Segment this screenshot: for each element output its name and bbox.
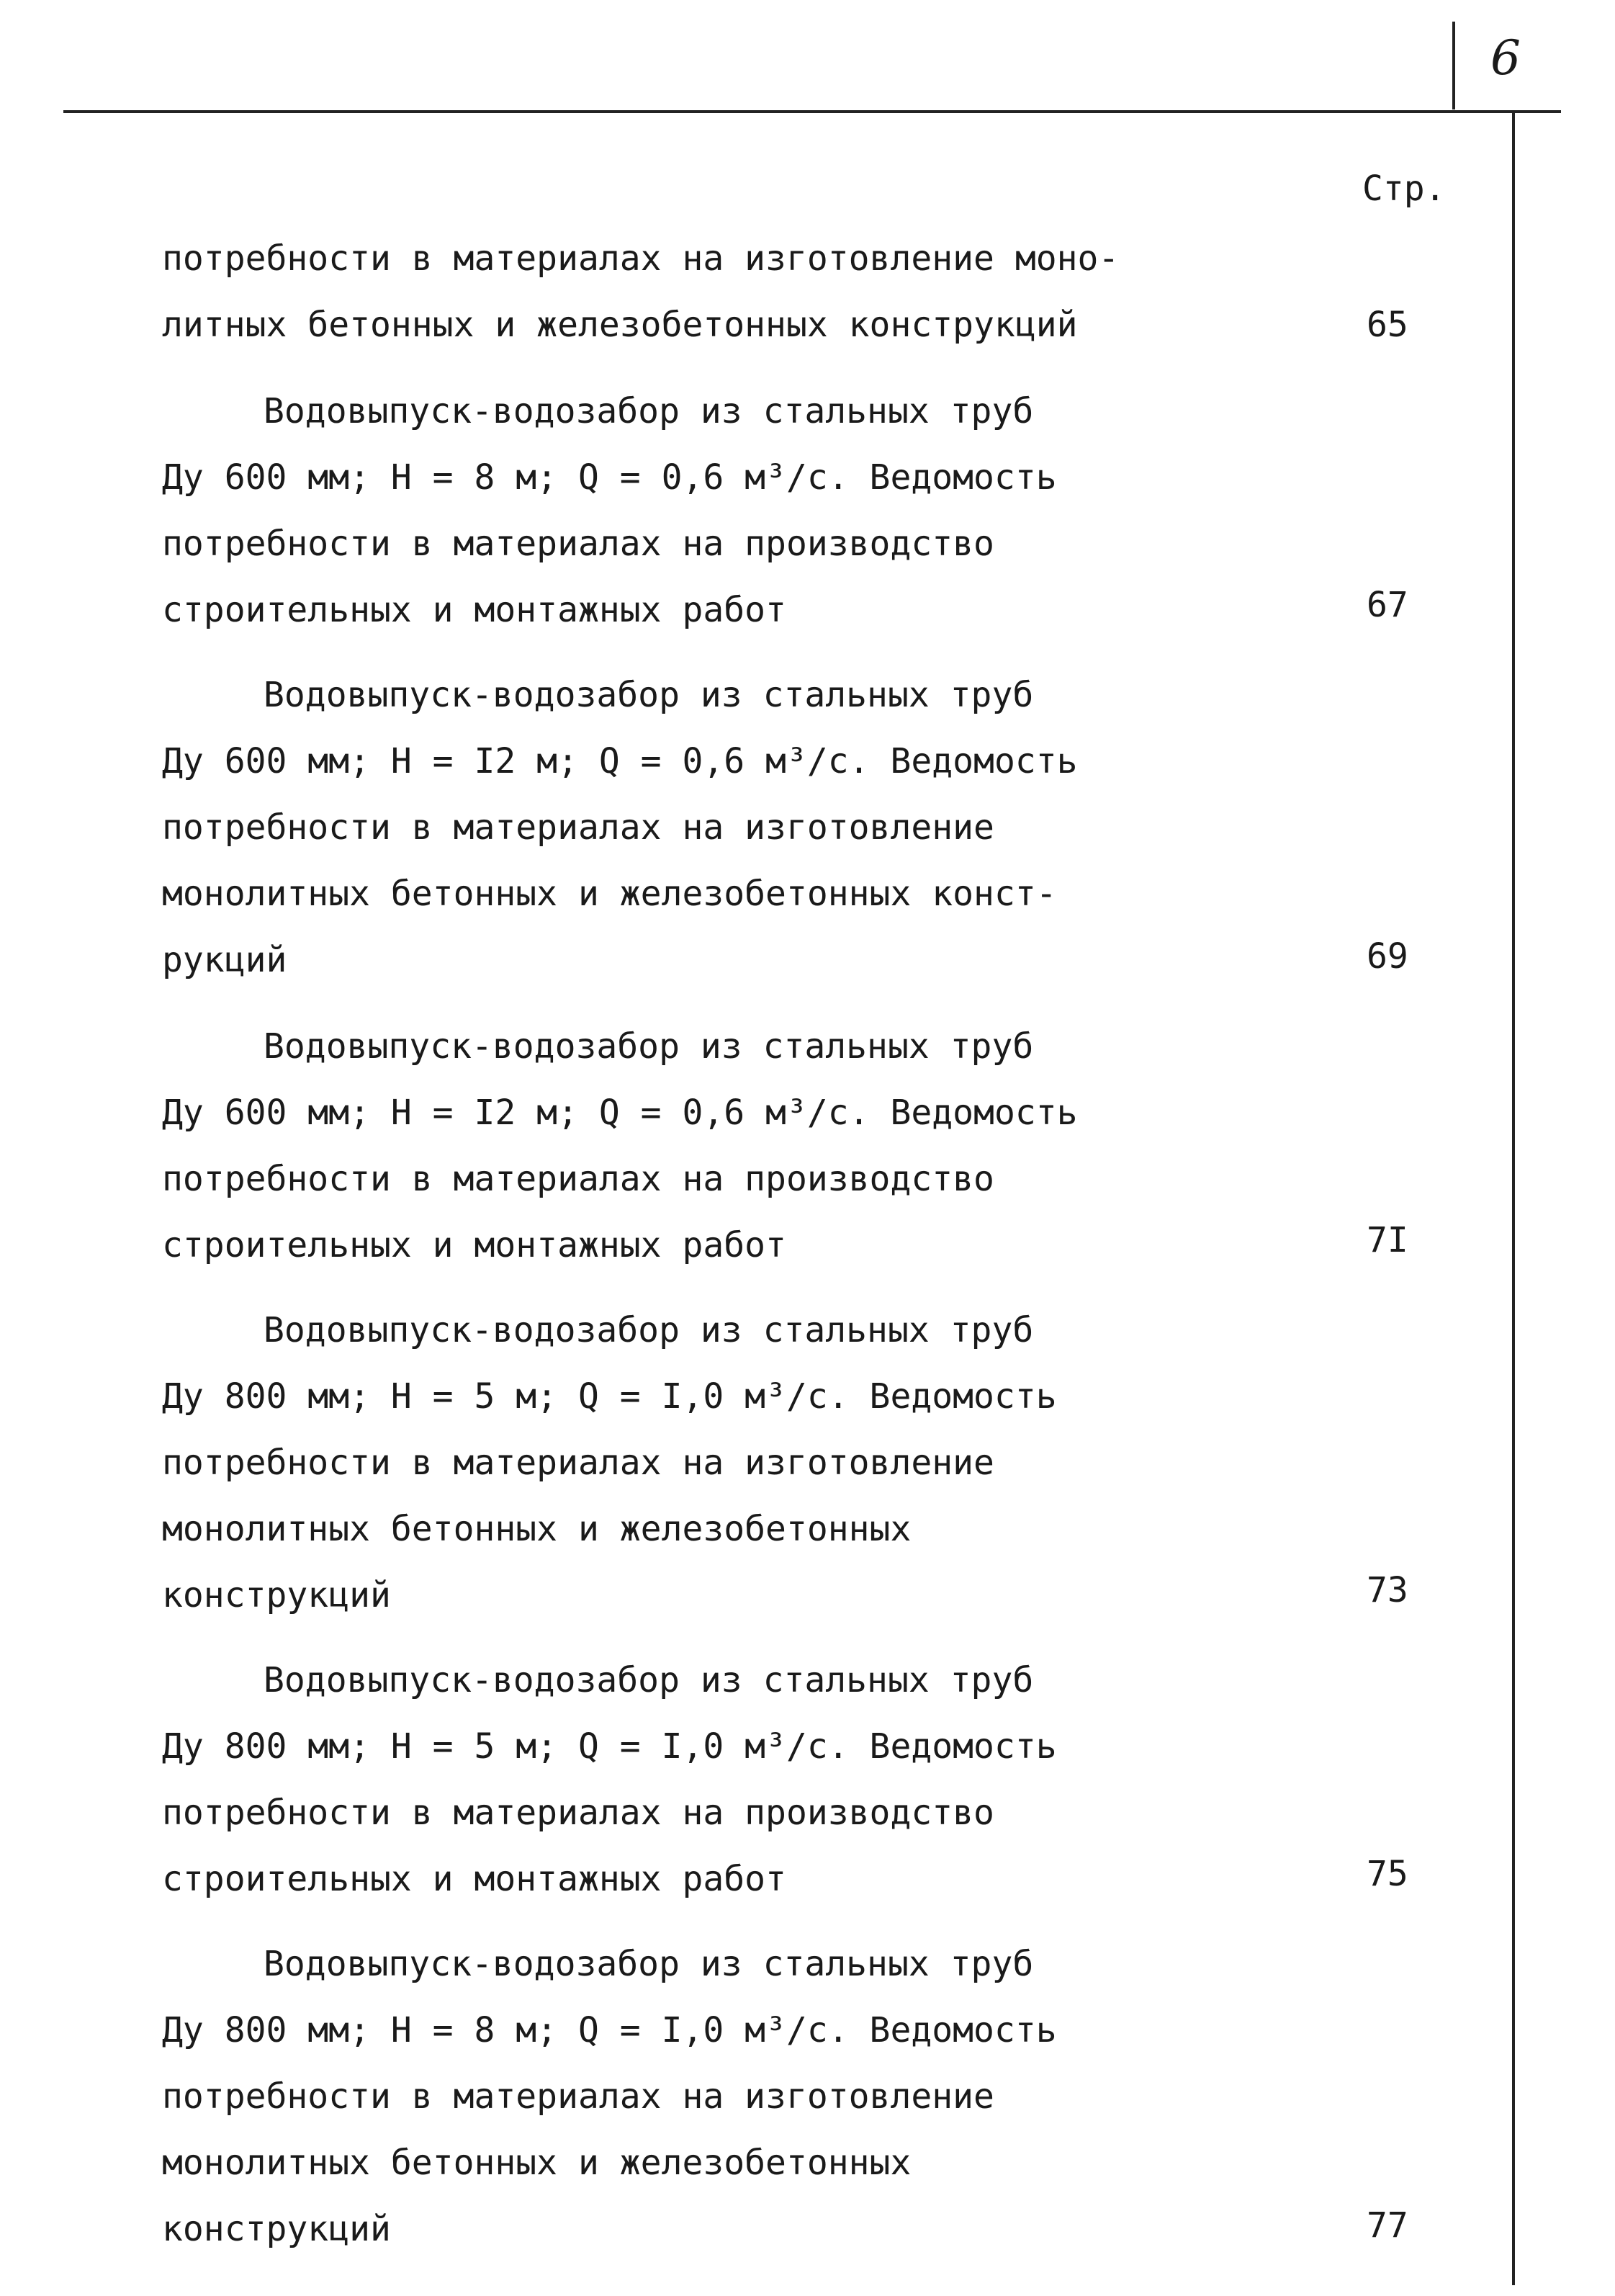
toc-entry-line: рукций [162, 940, 287, 980]
toc-entry-line: потребности в материалах на изготовление [162, 2076, 994, 2117]
toc-entry-line: монолитных бетонных и железобетонных [162, 2143, 912, 2183]
toc-page-number: 7I [1367, 1220, 1408, 1260]
toc-entry-line: потребности в материалах на изготовление [162, 1443, 994, 1483]
toc-entry-line: Ду 600 мм; H = 8 м; Q = 0,6 м³/с. Ведомость [162, 457, 1057, 498]
toc-page-number: 67 [1367, 585, 1408, 625]
toc-entry-line: Ду 600 мм; H = I2 м; Q = 0,6 м³/с. Ведомость [162, 741, 1078, 781]
toc-entry-line: конструкций [162, 2209, 391, 2249]
toc-entry-line: потребности в материалах на изготовление [162, 807, 994, 848]
toc-entry-line: Ду 800 мм; H = 5 м; Q = I,0 м³/с. Ведомость [162, 1726, 1057, 1767]
toc-entry-line: Водовыпуск-водозабор из стальных труб [264, 1026, 1034, 1067]
toc-entry-line: литных бетонных и железобетонных конструкций [162, 305, 1078, 345]
toc-entry-line: потребности в материалах на производство [162, 524, 994, 564]
toc-entry-line: Ду 800 мм; H = 5 м; Q = I,0 м³/с. Ведомость [162, 1376, 1057, 1417]
toc-entry-line: Ду 800 мм; H = 8 м; Q = I,0 м³/с. Ведомость [162, 2010, 1057, 2050]
toc-page-number: 77 [1367, 2205, 1408, 2246]
sheet-number: 6 [1490, 30, 1521, 86]
toc-entry-line: строительных и монтажных работ [162, 1859, 786, 1899]
toc-page-number: 69 [1367, 936, 1408, 977]
toc-entry-line: потребности в материалах на производство [162, 1159, 994, 1199]
toc-entry-line: Водовыпуск-водозабор из стальных труб [264, 1660, 1034, 1700]
toc-page-number: 65 [1367, 305, 1408, 345]
toc-entry-line: Водовыпуск-водозабор из стальных труб [264, 1944, 1034, 1984]
header-rule [63, 110, 1561, 113]
toc-entry-line: монолитных бетонных и железобетонных [162, 1509, 912, 1549]
toc-entry-line: Водовыпуск-водозабор из стальных труб [264, 675, 1034, 715]
right-margin-rule [1512, 110, 1515, 2285]
toc-entry-line: Водовыпуск-водозабор из стальных труб [264, 1310, 1034, 1350]
toc-entry-line: потребности в материалах на изготовление моно- [162, 238, 1120, 279]
page-column-header: Стр. [1362, 169, 1446, 209]
toc-entry-line: Водовыпуск-водозабор из стальных труб [264, 391, 1034, 431]
toc-entry-line: строительных и монтажных работ [162, 590, 786, 630]
toc-entry-line: строительных и монтажных работ [162, 1225, 786, 1265]
toc-entry-line: потребности в материалах на производство [162, 1793, 994, 1833]
toc-entry-line: конструкций [162, 1575, 391, 1615]
toc-page-number: 73 [1367, 1570, 1408, 1610]
toc-page-number: 75 [1367, 1854, 1408, 1894]
toc-entry-line: монолитных бетонных и железобетонных конст- [162, 874, 1057, 914]
header-divider [1452, 22, 1455, 109]
toc-entry-line: Ду 600 мм; H = I2 м; Q = 0,6 м³/с. Ведомость [162, 1093, 1078, 1133]
